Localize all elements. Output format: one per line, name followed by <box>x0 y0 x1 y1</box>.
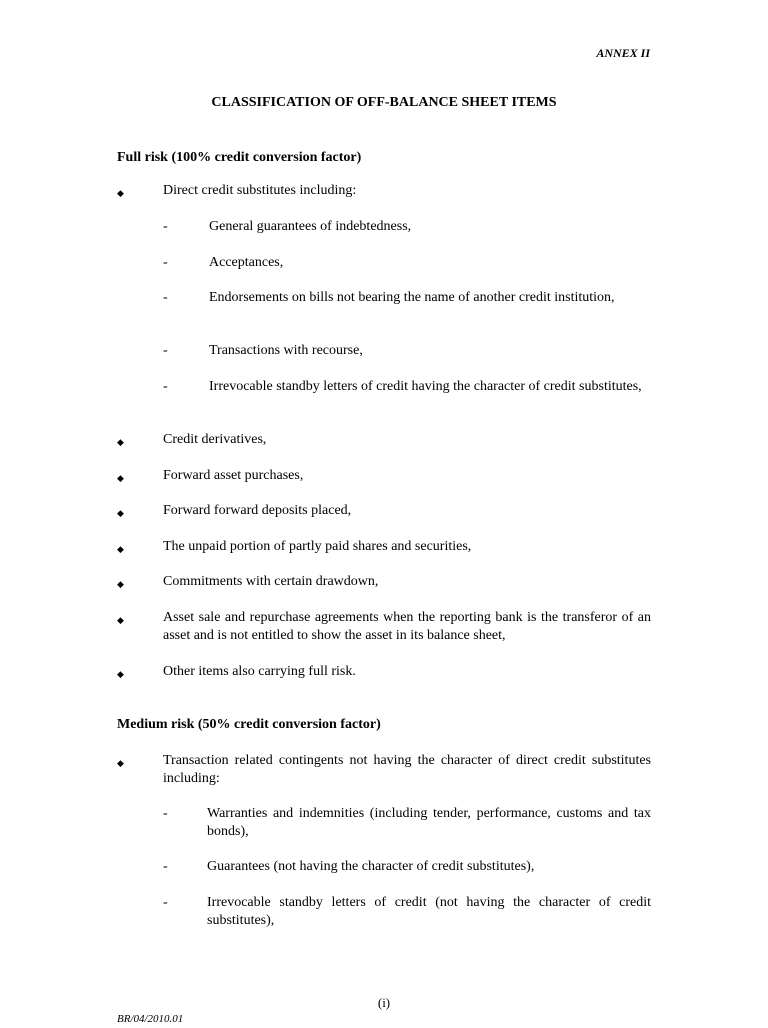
list-item: Other items also carrying full risk. <box>163 664 356 679</box>
sub-list-item: Warranties and indemnities (including tender, performance, customs and tax bonds), <box>207 806 651 839</box>
list-item: Asset sale and repurchase agreements when the reporting bank is the transferor of an asset and is not entitled to show the asset in its balance sheet, <box>163 610 651 643</box>
bullet-icon: ◆ <box>117 473 124 483</box>
section-heading-full-risk: Full risk (100% credit conversion factor) <box>117 150 362 165</box>
sub-list-item: Guarantees (not having the character of credit substitutes), <box>207 859 535 874</box>
dash-marker: - <box>163 859 168 874</box>
sub-list-item: Acceptances, <box>209 255 284 270</box>
page-number: (i) <box>377 995 391 1010</box>
sub-list-item: Endorsements on bills not bearing the name of another credit institution, <box>209 290 615 305</box>
list-item: Forward forward deposits placed, <box>163 503 352 518</box>
bullet-icon: ◆ <box>117 508 124 518</box>
bullet-icon: ◆ <box>117 758 124 768</box>
sub-list-item: General guarantees of indebtedness, <box>209 219 412 234</box>
sub-list-item: Irrevocable standby letters of credit having the character of credit substitutes, <box>209 379 642 394</box>
dash-marker: - <box>163 290 168 305</box>
annex-label: ANNEX II <box>596 46 650 60</box>
bullet-icon: ◆ <box>117 544 124 554</box>
dash-marker: - <box>163 895 168 910</box>
dash-marker: - <box>163 255 168 270</box>
section-heading-medium-risk: Medium risk (50% credit conversion factor) <box>117 717 381 732</box>
dash-marker: - <box>163 219 168 234</box>
dash-marker: - <box>163 343 168 358</box>
list-item: Commitments with certain drawdown, <box>163 574 379 589</box>
list-item: Direct credit substitutes including: <box>163 183 357 198</box>
bullet-icon: ◆ <box>117 579 124 589</box>
list-item: Transaction related contingents not having the character of direct credit substitutes including: <box>163 753 651 786</box>
sub-list-item: Transactions with recourse, <box>209 343 363 358</box>
list-item: Credit derivatives, <box>163 432 267 447</box>
list-item: Forward asset purchases, <box>163 468 304 483</box>
bullet-icon: ◆ <box>117 669 124 679</box>
sub-list-item: Irrevocable standby letters of credit (not having the character of credit substitutes), <box>207 895 651 928</box>
dash-marker: - <box>163 806 168 821</box>
bullet-icon: ◆ <box>117 437 124 447</box>
document-reference: BR/04/2010.01 <box>117 1013 184 1025</box>
bullet-icon: ◆ <box>117 615 124 625</box>
page-title: CLASSIFICATION OF OFF-BALANCE SHEET ITEMS <box>211 95 557 110</box>
bullet-icon: ◆ <box>117 188 124 198</box>
list-item: The unpaid portion of partly paid shares and securities, <box>163 539 472 554</box>
dash-marker: - <box>163 379 168 394</box>
